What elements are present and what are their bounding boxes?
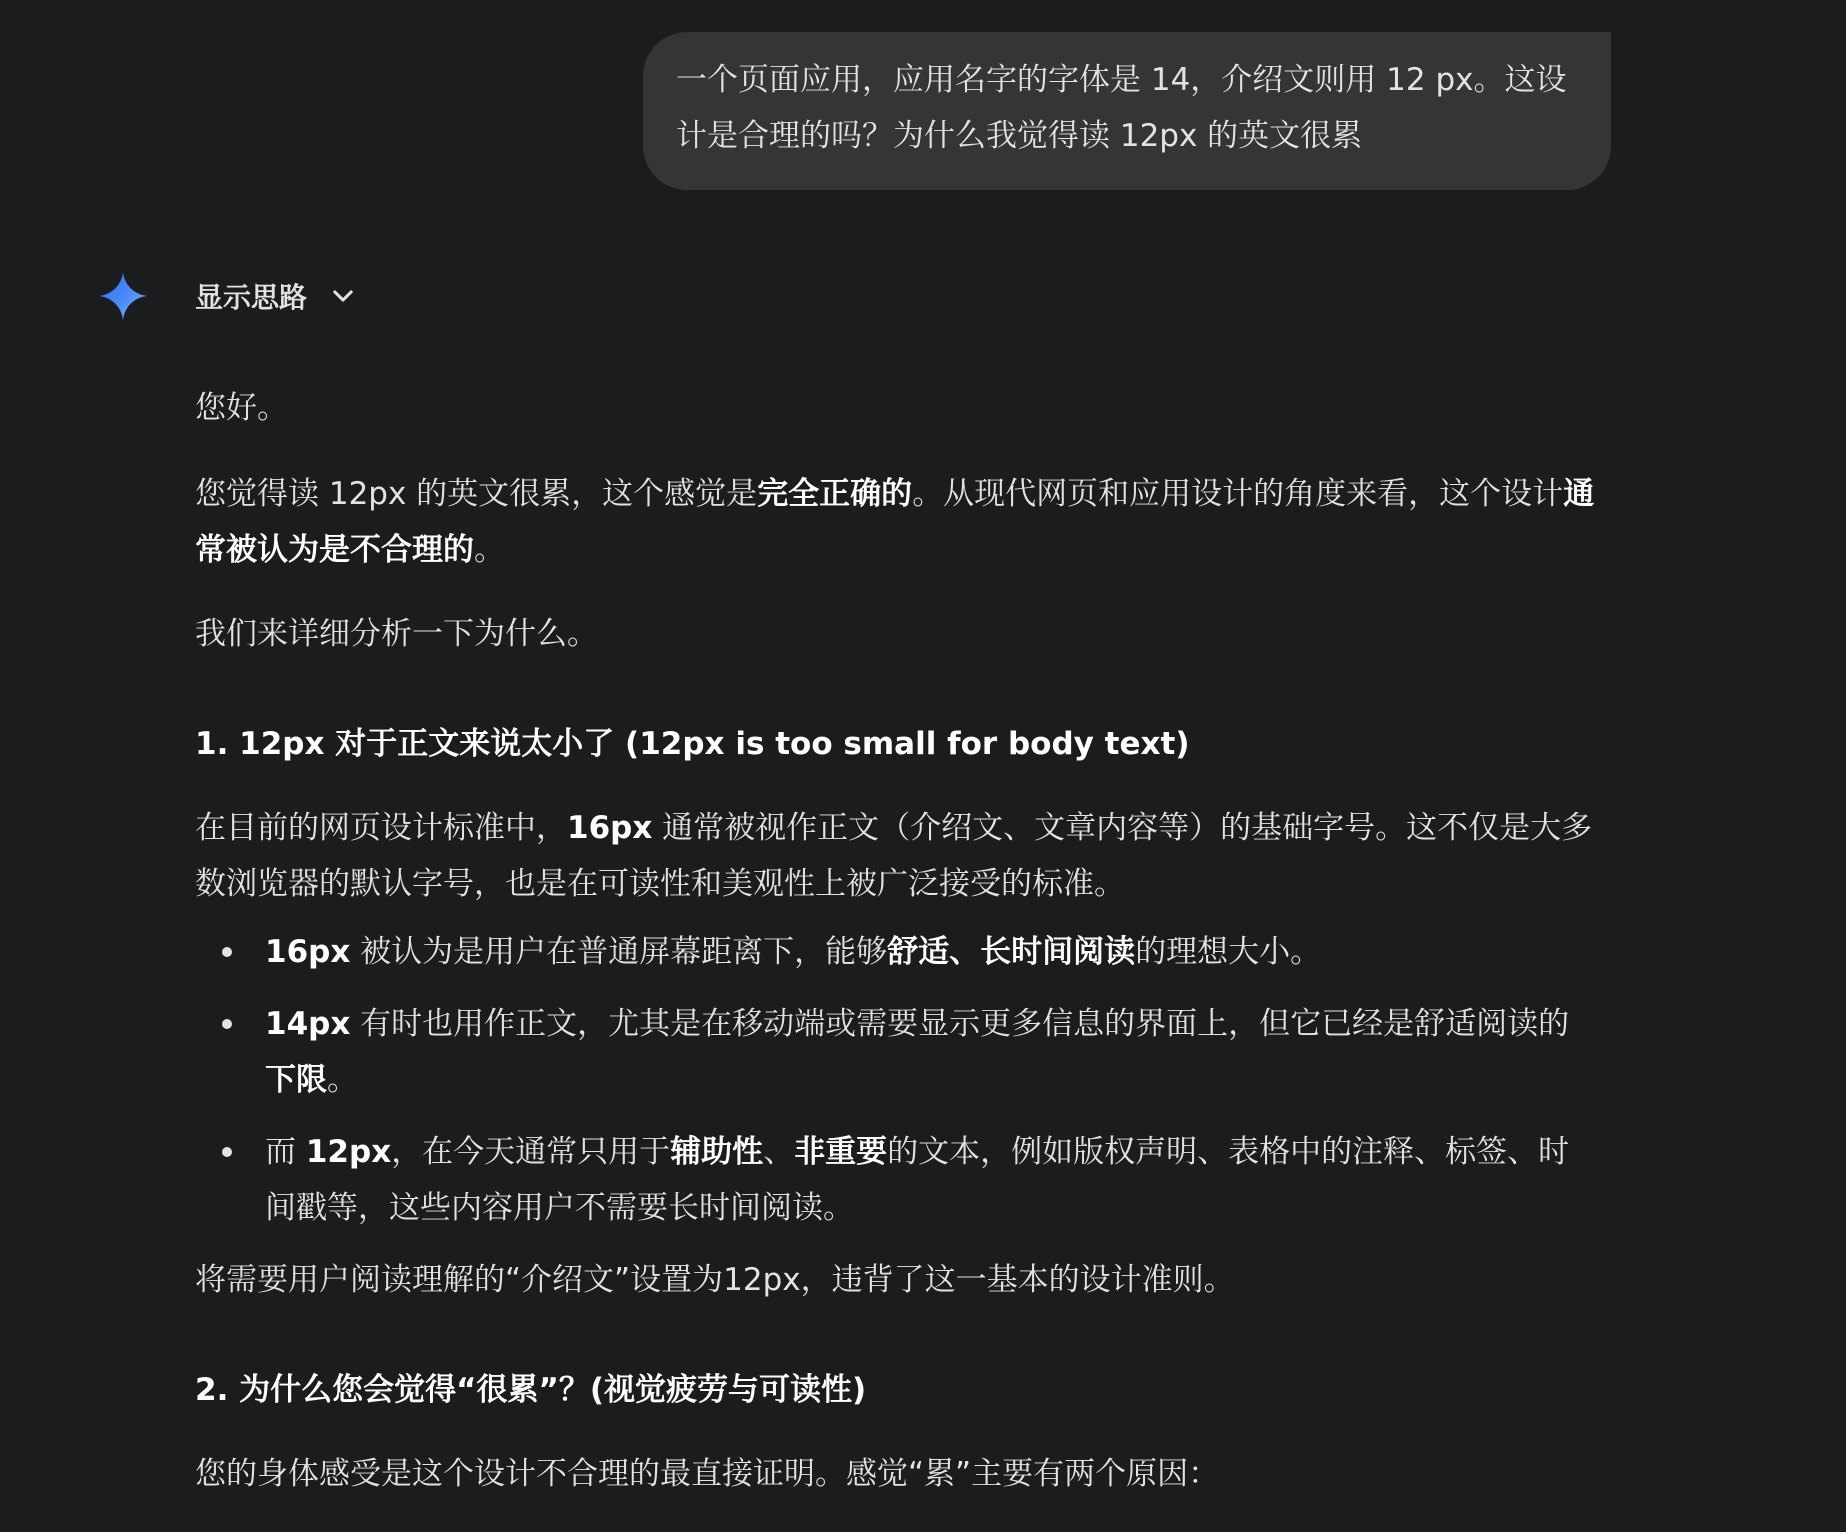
bullet-text: 的理想大小。 xyxy=(1135,934,1322,970)
answer-text: 您觉得读 12px 的英文很累，这个感觉是 xyxy=(195,476,758,512)
user-message-bubble xyxy=(643,32,1611,190)
answer-emphasis: 通常被认为是不合理的 xyxy=(195,476,1595,568)
section-1-heading: 1. 12px 对于正文来说太小了 (12px is too small for body text) xyxy=(195,726,1190,762)
show-thinking-toggle[interactable] xyxy=(195,268,357,324)
bullet-text: 被认为是用户在普通屏幕距离下，能够 xyxy=(350,934,888,970)
answer-text: 。 xyxy=(474,532,505,568)
bullet-emphasis: 12px xyxy=(305,1134,392,1170)
greeting-text: 您好。 xyxy=(195,390,288,426)
lead-paragraph: 我们来详细分析一下为什么。 xyxy=(195,616,598,652)
answer-emphasis: 完全正确的 xyxy=(757,476,913,512)
intro-text: 在目前的网页设计标准中， xyxy=(195,810,567,846)
gemini-spark-icon xyxy=(99,272,147,320)
section-1-bullet-list xyxy=(195,924,1595,1236)
show-thinking-label: 显示思路 xyxy=(195,281,308,314)
bullet-text: 、 xyxy=(763,1134,795,1170)
bullet-text: 的文本，例如版权声明、表格中的注释、标签、时间戳等，这些内容用户不需要长时间阅读。 xyxy=(265,1134,1570,1226)
bullet-emphasis: 14px xyxy=(265,1006,351,1042)
bullet-emphasis: 舒适、长时间阅读 xyxy=(887,934,1136,970)
section-1-conclusion: 将需要用户阅读理解的“介绍文”设置为12px，违背了这一基本的设计准则。 xyxy=(195,1262,1235,1298)
bullet-dot xyxy=(222,1019,232,1029)
answer-text: 。从现代网页和应用设计的角度来看，这个设计 xyxy=(912,476,1564,512)
intro-text: 通常被视作正文（介绍文、文章内容等）的基础字号。这不仅是大多数浏览器的默认字号，也是在可读性和美观性上被广泛接受的标准。 xyxy=(195,810,1593,902)
bullet-emphasis: 下限 xyxy=(265,1062,327,1098)
bullet-text: 有时也用作正文，尤其是在移动端或需要显示更多信息的界面上，但它已经是舒适阅读的 xyxy=(350,1006,1570,1042)
answer-paragraph xyxy=(195,466,1595,578)
list-item xyxy=(195,924,1595,980)
user-message-line-1: 一个页面应用，应用名字的字体是 14，介绍文则用 12 px。这设 xyxy=(676,62,1567,98)
bullet-text: 。 xyxy=(327,1062,358,1098)
bullet-dot xyxy=(222,947,232,957)
bullet-text: 而 xyxy=(265,1134,306,1170)
list-item xyxy=(195,996,1595,1108)
section-1-intro xyxy=(195,800,1595,912)
user-message-line-2: 计是合理的吗？为什么我觉得读 12px 的英文很累 xyxy=(676,118,1363,154)
bullet-emphasis: 16px xyxy=(265,934,351,970)
intro-emphasis: 16px xyxy=(567,810,653,846)
bullet-emphasis: 非重要 xyxy=(794,1134,888,1170)
response-header xyxy=(99,268,308,324)
list-item xyxy=(195,1124,1595,1236)
bullet-emphasis: 辅助性 xyxy=(670,1134,764,1170)
bullet-dot xyxy=(222,1147,232,1157)
chevron-down-icon xyxy=(329,282,357,310)
section-2-intro: 您的身体感受是这个设计不合理的最直接证明。感觉“累”主要有两个原因： xyxy=(195,1456,1220,1492)
section-2-heading: 2. 为什么您会觉得“很累”？(视觉疲劳与可读性) xyxy=(195,1372,867,1408)
response-body xyxy=(195,380,1595,1514)
bullet-text: ，在今天通常只用于 xyxy=(391,1134,671,1170)
